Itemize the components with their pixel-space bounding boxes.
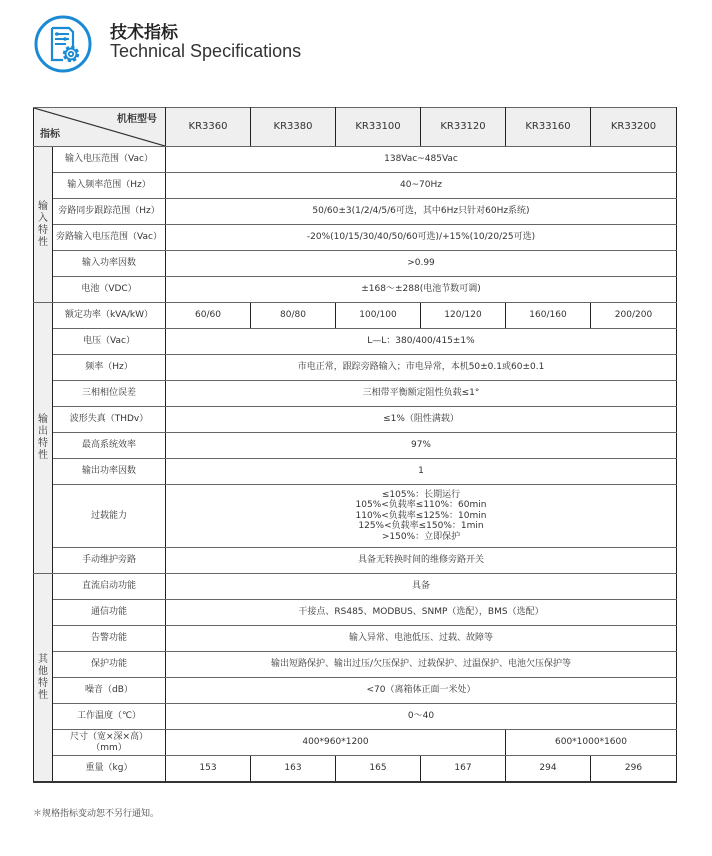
title-cn: 技术指标 [110, 23, 178, 43]
overload-line: 110%<负载率≤125%：10min [355, 510, 487, 521]
row-value: 296 [591, 756, 677, 783]
row-value: 具备无转换时间的维修旁路开关 [166, 548, 677, 574]
row-value: L—L：380/400/415±1% [166, 329, 677, 355]
row-value: 138Vac~485Vac [166, 147, 677, 173]
model-header: KR33120 [421, 108, 506, 147]
table-row [34, 626, 677, 652]
table-row [34, 173, 677, 199]
group-output [34, 303, 53, 574]
table-row [34, 381, 677, 407]
row-value: 0～40 [166, 704, 677, 730]
row-value: 97% [166, 433, 677, 459]
row-value: 市电正常，跟踪旁路输入；市电异常，本机50±0.1或60±0.1 [166, 355, 677, 381]
row-value: 输入异常、电池低压、过载、故障等 [166, 626, 677, 652]
row-value: 163 [251, 756, 336, 783]
table-row [34, 574, 677, 600]
spec-table [33, 107, 677, 783]
row-label: 频率（Hz） [53, 355, 166, 381]
table-row [34, 303, 677, 329]
table-row [34, 199, 677, 225]
row-label: 工作温度（℃） [53, 704, 166, 730]
row-label: 噪音（dB） [53, 678, 166, 704]
row-value: ≤1%（阻性满载） [166, 407, 677, 433]
row-value: 100/100 [336, 303, 421, 329]
row-value: 200/200 [591, 303, 677, 329]
row-value: <70（离箱体正面一米处） [166, 678, 677, 704]
group-label: 输 入 特 性 [38, 200, 48, 248]
group-label: 输 出 特 性 [38, 414, 48, 461]
row-label: 直流启动功能 [53, 574, 166, 600]
row-label: 三相相位误差 [53, 381, 166, 407]
overload-values [166, 485, 677, 548]
row-label: 旁路同步跟踪范围（Hz） [53, 199, 166, 225]
row-value: 40~70Hz [166, 173, 677, 199]
model-header: KR33160 [506, 108, 591, 147]
corner-cell [34, 108, 166, 147]
table-row [34, 548, 677, 574]
table-row [34, 730, 677, 756]
header-row [34, 108, 677, 147]
row-value: 输出短路保护、输出过压/欠压保护、过载保护、过温保护、电池欠压保护等 [166, 652, 677, 678]
row-value: 153 [166, 756, 251, 783]
overload-line: >150%：立即保护 [381, 531, 461, 542]
row-value: 160/160 [506, 303, 591, 329]
row-value: 1 [166, 459, 677, 485]
row-label: 输出功率因数 [53, 459, 166, 485]
table-row [34, 355, 677, 381]
row-value: 60/60 [166, 303, 251, 329]
model-header: KR33100 [336, 108, 421, 147]
row-label: 电池（VDC） [53, 277, 166, 303]
row-value: >0.99 [166, 251, 677, 277]
table-row [34, 225, 677, 251]
row-value: 三相带平衡额定阻性负载≤1° [166, 381, 677, 407]
group-label: 其 他 特 性 [38, 653, 48, 701]
model-header: KR3360 [166, 108, 251, 147]
row-label: 过载能力 [53, 485, 166, 548]
overload-line: 105%<负载率≤110%：60min [355, 500, 487, 511]
table-row [34, 251, 677, 277]
table-row [34, 433, 677, 459]
table-row [34, 329, 677, 355]
row-label: 通信功能 [53, 600, 166, 626]
row-label: 额定功率（kVA/kW） [53, 303, 166, 329]
row-value: 干接点、RS485、MODBUS、SNMP（选配），BMS（选配） [166, 600, 677, 626]
row-value: 400*960*1200 [166, 730, 506, 756]
group-other [34, 574, 53, 783]
row-label: 波形失真（THDv） [53, 407, 166, 433]
title-en: Technical Specifications [110, 41, 302, 61]
overload-line: ≤105%：长期运行 [381, 489, 461, 500]
table-row [34, 407, 677, 433]
row-value: 165 [336, 756, 421, 783]
row-value: -20%(10/15/30/40/50/60可选)/+15%(10/20/25可选) [166, 225, 677, 251]
row-label: 旁路输入电压范围（Vac） [53, 225, 166, 251]
size-label-line2: （mm） [91, 742, 127, 753]
row-label: 手动维护旁路 [53, 548, 166, 574]
row-value: 294 [506, 756, 591, 783]
model-header: KR33200 [591, 108, 677, 147]
table-row [34, 147, 677, 173]
row-label [53, 730, 166, 756]
table-row [34, 652, 677, 678]
table-row [34, 277, 677, 303]
corner-spec-label: 指标 [40, 129, 60, 140]
corner-model-label: 机柜型号 [117, 114, 157, 125]
table-row [34, 485, 677, 548]
row-value: ±168～±288(电池节数可调) [166, 277, 677, 303]
row-value: 具备 [166, 574, 677, 600]
row-value: 167 [421, 756, 506, 783]
row-label: 告警功能 [53, 626, 166, 652]
model-header: KR3380 [251, 108, 336, 147]
row-label: 最高系统效率 [53, 433, 166, 459]
row-label: 电压（Vac） [53, 329, 166, 355]
table-row [34, 678, 677, 704]
overload-line: 125%<负载率≤150%：1min [358, 521, 484, 532]
table-row [34, 756, 677, 783]
row-label: 输入频率范围（Hz） [53, 173, 166, 199]
row-value: 50/60±3(1/2/4/5/6可选，其中6Hz只针对60Hz系统) [166, 199, 677, 225]
row-label: 输入功率因数 [53, 251, 166, 277]
group-input [34, 147, 53, 303]
table-row [34, 600, 677, 626]
footnote: ＊规格指标变动恕不另行通知。 [33, 809, 160, 819]
table-row [34, 704, 677, 730]
row-value: 600*1000*1600 [506, 730, 677, 756]
row-value: 120/120 [421, 303, 506, 329]
spec-document-gear-icon [33, 14, 93, 74]
row-label: 保护功能 [53, 652, 166, 678]
row-label: 输入电压范围（Vac） [53, 147, 166, 173]
row-value: 80/80 [251, 303, 336, 329]
table-row [34, 459, 677, 485]
row-label: 重量（kg） [53, 756, 166, 783]
size-label-line1: 尺寸（宽×深×高） [69, 731, 149, 742]
